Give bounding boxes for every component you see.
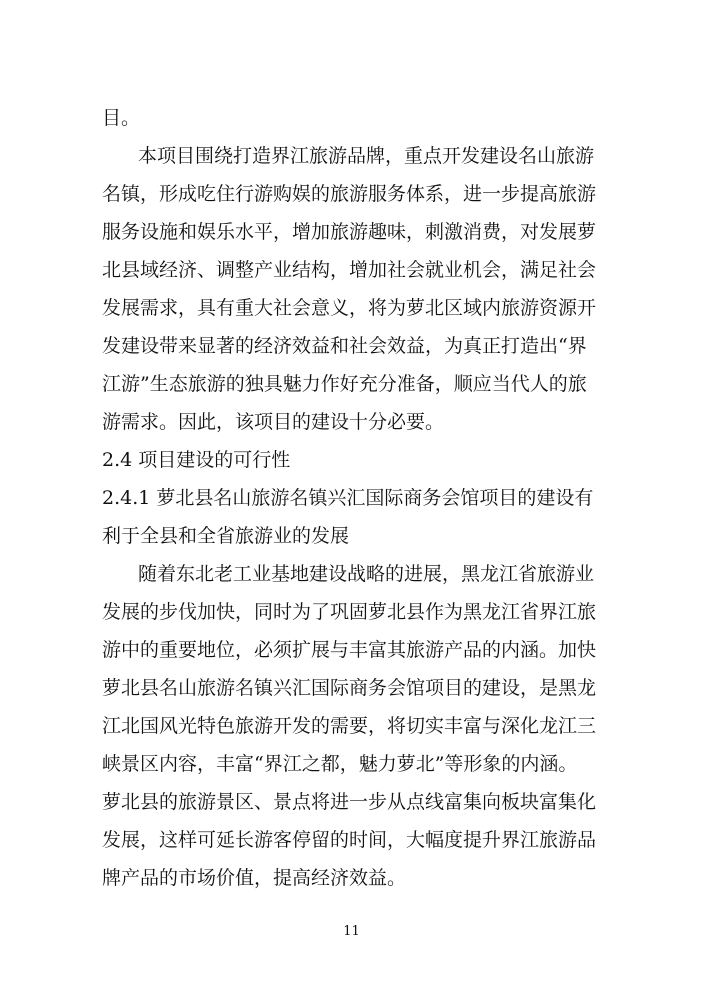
subsection-heading: 2.4.1 萝北县名山旅游名镇兴汇国际商务会馆项目的建设有	[102, 487, 594, 509]
text-line: 北县域经济、调整产业结构，增加社会就业机会，满足社会	[102, 259, 597, 281]
text-line: 随着东北老工业基地建设战略的进展，黑龙江省旅游业	[138, 563, 595, 585]
text-line: 游需求。因此，该项目的建设十分必要。	[102, 411, 445, 433]
text-line: 发展，这样可延长游客停留的时间，大幅度提升界江旅游品	[102, 829, 597, 851]
text-line: 目。	[102, 107, 141, 129]
text-line: 游中的重要地位，必须扩展与丰富其旅游产品的内涵。加快	[102, 639, 597, 661]
text-line: 本项目围绕打造界江旅游品牌，重点开发建设名山旅游	[138, 145, 595, 167]
text-line: 萝北县名山旅游名镇兴汇国际商务会馆项目的建设，是黑龙	[102, 677, 597, 699]
text-line: 发展的步伐加快，同时为了巩固萝北县作为黑龙江省界江旅	[102, 601, 597, 623]
text-line: 萝北县的旅游景区、景点将进一步从点线富集向板块富集化	[102, 791, 597, 813]
section-heading: 2.4 项目建设的可行性	[102, 449, 291, 471]
text-line: 江北国风光特色旅游开发的需要，将切实丰富与深化龙江三	[102, 715, 597, 737]
subsection-heading: 利于全县和全省旅游业的发展	[102, 525, 350, 547]
text-line: 名镇，形成吃住行游购娱的旅游服务体系，进一步提高旅游	[102, 183, 597, 205]
text-line: 江游”生态旅游的独具魅力作好充分准备，顺应当代人的旅	[102, 373, 587, 395]
text-line: 牌产品的市场价值，提高经济效益。	[102, 867, 407, 889]
text-line: 发建设带来显著的经济效益和社会效益，为真正打造出“界	[102, 335, 587, 357]
page-number: 11	[343, 924, 360, 939]
text-line: 峡景区内容，丰富“界江之都，魅力萝北”等形象的内涵。	[102, 753, 578, 775]
text-line: 服务设施和娱乐水平，增加旅游趣味，刺激消费，对发展萝	[102, 221, 597, 243]
text-line: 发展需求，具有重大社会意义，将为萝北区域内旅游资源开	[102, 297, 597, 319]
